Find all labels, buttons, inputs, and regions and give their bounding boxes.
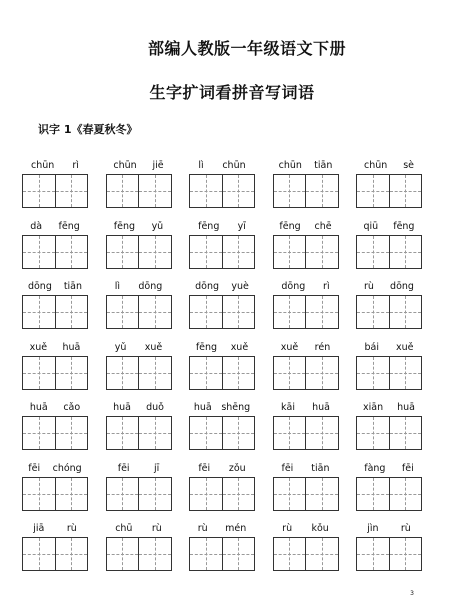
pinyin-syllable: sè: [403, 160, 415, 171]
writing-boxes: [22, 295, 88, 329]
pinyin-label: [189, 400, 255, 416]
writing-box[interactable]: [357, 417, 389, 449]
pinyin-syllable: yǔ: [114, 341, 127, 353]
word-item: [356, 219, 422, 280]
word-item: [356, 461, 422, 522]
pinyin-label: [356, 400, 422, 416]
writing-box[interactable]: [55, 357, 88, 389]
word-item: [273, 279, 339, 340]
word-item: [189, 461, 255, 522]
word-item: [356, 279, 422, 340]
writing-boxes: [22, 416, 88, 450]
writing-boxes: [189, 477, 255, 511]
writing-box[interactable]: [23, 417, 55, 449]
word-grid: [22, 158, 422, 582]
pinyin-label: [356, 521, 422, 537]
word-item: [106, 461, 172, 522]
writing-box[interactable]: [190, 357, 222, 389]
writing-boxes: [189, 537, 255, 571]
writing-box[interactable]: [357, 478, 389, 510]
writing-box[interactable]: [222, 417, 255, 449]
pinyin-syllable: dà: [30, 220, 43, 232]
writing-box[interactable]: [222, 296, 255, 328]
writing-box[interactable]: [357, 296, 389, 328]
word-item: [22, 219, 88, 280]
page-title: 部编人教版一年级语文下册: [147, 39, 346, 58]
pinyin-label: [189, 521, 255, 537]
word-item: [106, 340, 172, 401]
pinyin-syllable: bái: [364, 341, 379, 353]
word-item: [273, 461, 339, 522]
writing-box[interactable]: [107, 417, 139, 449]
writing-box[interactable]: [190, 296, 222, 328]
word-item: [22, 158, 88, 219]
pinyin-syllable: rì: [72, 160, 79, 171]
pinyin-syllable: rì: [323, 281, 330, 292]
pinyin-syllable: rén: [314, 341, 331, 353]
writing-box[interactable]: [274, 478, 306, 510]
writing-box[interactable]: [222, 357, 255, 389]
writing-boxes: [22, 537, 88, 571]
writing-box[interactable]: [389, 296, 422, 328]
pinyin-syllable: xuě: [280, 341, 299, 353]
word-item: [273, 400, 339, 461]
writing-box[interactable]: [305, 538, 338, 570]
writing-box[interactable]: [107, 175, 139, 207]
word-item: [106, 521, 172, 582]
pinyin-syllable: dōng: [390, 281, 414, 292]
pinyin-label: [106, 340, 172, 356]
writing-box[interactable]: [23, 236, 55, 268]
pinyin-syllable: xuě: [29, 341, 48, 353]
writing-box[interactable]: [389, 357, 422, 389]
pinyin-syllable: jiē: [152, 160, 164, 171]
pinyin-syllable: chūn: [222, 160, 246, 171]
word-item: [356, 521, 422, 582]
writing-boxes: [356, 235, 422, 269]
pinyin-label: [356, 461, 422, 477]
writing-box[interactable]: [389, 417, 422, 449]
pinyin-label: [356, 219, 422, 235]
pinyin-syllable: huā: [113, 402, 131, 413]
writing-box[interactable]: [138, 417, 171, 449]
writing-box[interactable]: [305, 296, 338, 328]
pinyin-label: [273, 400, 339, 416]
writing-box[interactable]: [305, 175, 338, 207]
pinyin-syllable: rù: [364, 281, 374, 292]
pinyin-syllable: lì: [198, 160, 204, 171]
pinyin-label: [22, 219, 88, 235]
pinyin-syllable: fēng: [198, 220, 220, 232]
word-row: [22, 219, 422, 280]
pinyin-syllable: rù: [282, 523, 293, 534]
pinyin-syllable: huā: [312, 402, 330, 413]
word-item: [106, 219, 172, 280]
word-item: [106, 279, 172, 340]
pinyin-syllable: chū: [115, 523, 133, 534]
pinyin-syllable: huā: [62, 341, 81, 353]
word-item: [273, 521, 339, 582]
writing-box[interactable]: [357, 538, 389, 570]
word-item: [273, 219, 339, 280]
writing-box[interactable]: [138, 357, 171, 389]
pinyin-syllable: lì: [114, 281, 120, 292]
writing-boxes: [22, 174, 88, 208]
pinyin-syllable: tiān: [63, 281, 83, 292]
pinyin-label: [273, 158, 339, 174]
word-item: [356, 400, 422, 461]
word-item: [189, 279, 255, 340]
page-number: 3: [410, 590, 414, 597]
pinyin-label: [106, 279, 172, 295]
writing-box[interactable]: [190, 236, 222, 268]
pinyin-label: [22, 461, 88, 477]
pinyin-syllable: rù: [197, 523, 208, 534]
pinyin-syllable: cǎo: [63, 402, 81, 413]
pinyin-syllable: rù: [400, 523, 411, 534]
pinyin-syllable: duǒ: [146, 402, 164, 413]
pinyin-label: [273, 279, 339, 295]
writing-box[interactable]: [274, 236, 306, 268]
pinyin-syllable: qiū: [363, 220, 379, 232]
writing-box[interactable]: [357, 175, 389, 207]
writing-boxes: [273, 356, 339, 390]
pinyin-syllable: chūn: [278, 160, 302, 171]
writing-box[interactable]: [107, 236, 139, 268]
word-item: [106, 400, 172, 461]
writing-box[interactable]: [23, 478, 55, 510]
writing-boxes: [22, 235, 88, 269]
word-item: [22, 521, 88, 582]
word-item: [189, 400, 255, 461]
writing-box[interactable]: [389, 236, 422, 268]
writing-box[interactable]: [138, 236, 171, 268]
pinyin-syllable: fēi: [401, 462, 414, 474]
pinyin-syllable: fēi: [117, 462, 130, 474]
writing-box[interactable]: [274, 538, 306, 570]
pinyin-syllable: fēng: [195, 341, 218, 353]
pinyin-syllable: huā: [193, 402, 212, 413]
writing-boxes: [22, 356, 88, 390]
pinyin-syllable: tiān: [311, 462, 330, 474]
word-row: [22, 279, 422, 340]
writing-boxes: [273, 416, 339, 450]
pinyin-syllable: zǒu: [228, 462, 246, 474]
pinyin-label: [273, 461, 339, 477]
pinyin-syllable: chūn: [363, 160, 388, 171]
pinyin-syllable: tiān: [314, 160, 333, 171]
writing-box[interactable]: [389, 538, 422, 570]
pinyin-label: [273, 521, 339, 537]
writing-boxes: [189, 235, 255, 269]
writing-box[interactable]: [274, 175, 306, 207]
pinyin-syllable: kǒu: [311, 523, 329, 534]
writing-box[interactable]: [389, 175, 422, 207]
pinyin-label: [22, 279, 88, 295]
writing-boxes: [106, 235, 172, 269]
pinyin-label: [106, 521, 172, 537]
word-item: [356, 340, 422, 401]
writing-box[interactable]: [55, 538, 88, 570]
writing-box[interactable]: [305, 236, 338, 268]
pinyin-syllable: dōng: [281, 281, 306, 292]
writing-box[interactable]: [222, 538, 255, 570]
writing-boxes: [356, 537, 422, 571]
writing-box[interactable]: [357, 236, 389, 268]
writing-boxes: [356, 295, 422, 329]
writing-box[interactable]: [305, 417, 338, 449]
pinyin-label: [106, 158, 172, 174]
writing-boxes: [356, 416, 422, 450]
word-row: [22, 521, 422, 582]
writing-boxes: [273, 174, 339, 208]
word-item: [273, 158, 339, 219]
writing-box[interactable]: [55, 417, 88, 449]
pinyin-syllable: yī: [237, 220, 246, 232]
word-item: [106, 158, 172, 219]
pinyin-syllable: chūn: [31, 160, 55, 171]
pinyin-syllable: fēng: [113, 220, 136, 232]
pinyin-syllable: mén: [225, 523, 247, 534]
writing-boxes: [106, 477, 172, 511]
word-row: [22, 340, 422, 401]
pinyin-syllable: fēi: [198, 462, 211, 474]
writing-boxes: [189, 174, 255, 208]
writing-box[interactable]: [23, 296, 55, 328]
writing-boxes: [356, 477, 422, 511]
pinyin-syllable: xuě: [230, 341, 249, 353]
pinyin-syllable: rù: [66, 523, 77, 534]
pinyin-syllable: dōng: [195, 281, 220, 292]
writing-box[interactable]: [138, 478, 171, 510]
pinyin-syllable: fēng: [58, 220, 80, 232]
pinyin-syllable: jìn: [367, 523, 379, 534]
pinyin-syllable: jī: [154, 462, 160, 474]
word-item: [22, 461, 88, 522]
pinyin-label: [189, 219, 255, 235]
writing-box[interactable]: [222, 175, 255, 207]
writing-boxes: [273, 477, 339, 511]
writing-boxes: [22, 477, 88, 511]
pinyin-syllable: kāi: [281, 402, 295, 413]
pinyin-label: [356, 158, 422, 174]
writing-boxes: [106, 416, 172, 450]
pinyin-label: [106, 219, 172, 235]
writing-boxes: [273, 235, 339, 269]
writing-box[interactable]: [389, 478, 422, 510]
pinyin-syllable: dōng: [138, 281, 163, 292]
writing-box[interactable]: [190, 538, 222, 570]
word-row: [22, 400, 422, 461]
writing-boxes: [106, 537, 172, 571]
pinyin-syllable: jiā: [33, 523, 45, 534]
section-heading: 识字 1《春夏秋冬》: [38, 123, 138, 136]
pinyin-label: [22, 400, 88, 416]
pinyin-syllable: chē: [314, 220, 332, 232]
writing-box[interactable]: [274, 417, 306, 449]
word-item: [189, 521, 255, 582]
writing-box[interactable]: [23, 357, 55, 389]
writing-box[interactable]: [305, 478, 338, 510]
pinyin-label: [22, 158, 88, 174]
writing-box[interactable]: [138, 296, 171, 328]
pinyin-syllable: yǔ: [151, 220, 164, 232]
writing-box[interactable]: [138, 175, 171, 207]
pinyin-syllable: yuè: [231, 281, 249, 292]
pinyin-label: [22, 521, 88, 537]
writing-boxes: [273, 295, 339, 329]
pinyin-syllable: fēng: [393, 220, 415, 232]
pinyin-syllable: chūn: [113, 160, 137, 171]
pinyin-label: [189, 279, 255, 295]
pinyin-label: [273, 219, 339, 235]
word-item: [189, 219, 255, 280]
writing-box[interactable]: [190, 478, 222, 510]
pinyin-syllable: huā: [29, 402, 48, 413]
word-item: [189, 340, 255, 401]
pinyin-label: [189, 340, 255, 356]
writing-box[interactable]: [305, 357, 338, 389]
writing-box[interactable]: [23, 175, 55, 207]
pinyin-syllable: fēng: [279, 220, 301, 232]
pinyin-syllable: xuě: [396, 341, 414, 353]
writing-box[interactable]: [23, 538, 55, 570]
pinyin-syllable: shēng: [221, 402, 251, 413]
pinyin-label: [189, 158, 255, 174]
pinyin-syllable: huā: [397, 402, 415, 413]
writing-box[interactable]: [138, 538, 171, 570]
pinyin-label: [106, 461, 172, 477]
writing-box[interactable]: [107, 478, 139, 510]
writing-boxes: [106, 356, 172, 390]
pinyin-label: [356, 340, 422, 356]
pinyin-syllable: fēi: [28, 462, 41, 474]
writing-boxes: [106, 174, 172, 208]
writing-box[interactable]: [107, 538, 139, 570]
word-item: [189, 158, 255, 219]
writing-box[interactable]: [222, 236, 255, 268]
pinyin-label: [22, 340, 88, 356]
word-item: [22, 340, 88, 401]
word-item: [273, 340, 339, 401]
writing-box[interactable]: [55, 175, 88, 207]
writing-boxes: [106, 295, 172, 329]
writing-box[interactable]: [274, 357, 306, 389]
writing-boxes: [273, 537, 339, 571]
page-subtitle: 生字扩词看拼音写词语: [149, 83, 315, 102]
word-item: [22, 279, 88, 340]
writing-box[interactable]: [222, 478, 255, 510]
pinyin-syllable: fàng: [364, 462, 386, 474]
writing-boxes: [189, 356, 255, 390]
pinyin-syllable: xuě: [144, 341, 163, 353]
pinyin-syllable: fēi: [281, 462, 294, 474]
word-item: [356, 158, 422, 219]
writing-box[interactable]: [55, 478, 88, 510]
word-row: [22, 158, 422, 219]
pinyin-label: [273, 340, 339, 356]
writing-boxes: [189, 295, 255, 329]
writing-boxes: [356, 356, 422, 390]
word-row: [22, 461, 422, 522]
writing-box[interactable]: [190, 175, 222, 207]
pinyin-syllable: xiān: [363, 402, 384, 413]
pinyin-syllable: rù: [151, 523, 162, 534]
writing-box[interactable]: [274, 296, 306, 328]
pinyin-label: [189, 461, 255, 477]
writing-box[interactable]: [357, 357, 389, 389]
writing-box[interactable]: [190, 417, 222, 449]
writing-box[interactable]: [107, 296, 139, 328]
writing-box[interactable]: [107, 357, 139, 389]
writing-boxes: [356, 174, 422, 208]
writing-box[interactable]: [55, 236, 88, 268]
writing-boxes: [189, 416, 255, 450]
writing-box[interactable]: [55, 296, 88, 328]
pinyin-syllable: chóng: [52, 462, 82, 474]
pinyin-label: [106, 400, 172, 416]
word-item: [22, 400, 88, 461]
pinyin-label: [356, 279, 422, 295]
pinyin-syllable: dōng: [27, 281, 52, 292]
